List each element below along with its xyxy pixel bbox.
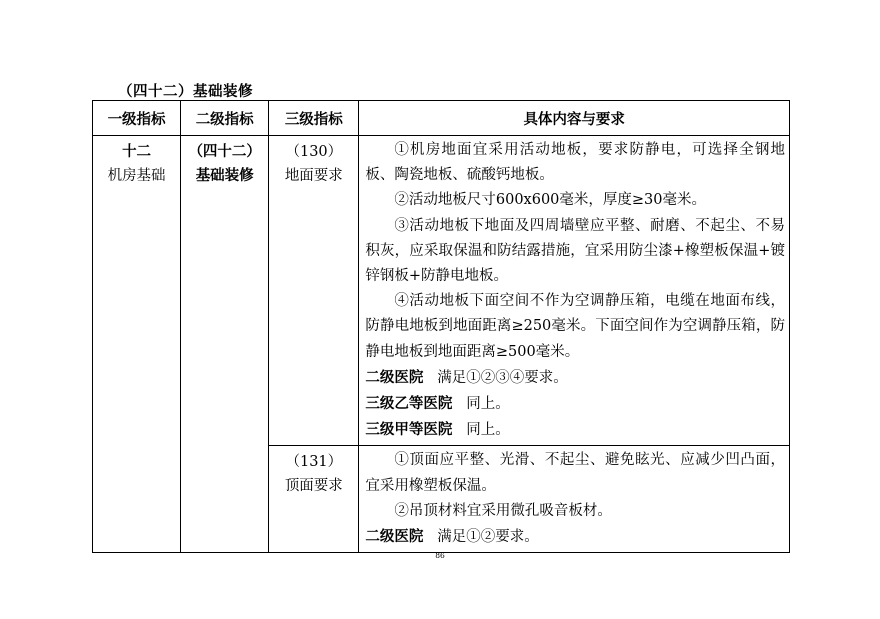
header-level3: 三级指标	[269, 101, 359, 136]
level1-title: 机房基础	[107, 168, 166, 184]
grade-label: 三级甲等医院	[365, 421, 453, 439]
requirement-paragraph: ①机房地面宜采用活动地板，要求防静电，可选择全钢地板、陶瓷地板、硫酸钙地板。	[365, 142, 785, 184]
level3-number: （131）	[285, 454, 343, 471]
page-number: 86	[435, 551, 445, 560]
header-content: 具体内容与要求	[359, 101, 790, 136]
level2-number: （四十二）	[188, 143, 261, 160]
level3-cell	[269, 446, 359, 553]
level3-title: 顶面要求	[284, 478, 343, 495]
grade-label: 二级医院	[365, 528, 424, 546]
requirement-paragraph: ①顶面应平整、光滑、不起尘、避免眩光、应减少凹凸面，宜采用橡塑板保温。	[365, 452, 785, 494]
table-row	[93, 136, 790, 446]
level2-cell	[181, 136, 269, 553]
level1-number: 十二	[122, 144, 152, 160]
section-heading: （四十二）基础装修	[118, 83, 253, 100]
level3-cell	[269, 136, 359, 446]
requirement-paragraph: ②活动地板尺寸600x600毫米，厚度≥30毫米。	[394, 192, 707, 209]
content-cell	[359, 136, 790, 446]
requirement-paragraph: ③活动地板下地面及四周墙壁应平整、耐磨、不起尘、不易积灰，应采取保温和防结露措施，宜采用防尘漆+橡塑板保温+镀锌钢板+防静电地板。	[365, 217, 785, 285]
level2-title: 基础装修	[195, 167, 254, 184]
grade-text: 同上。	[466, 396, 510, 413]
grade-line	[365, 391, 785, 417]
grade-line	[365, 417, 785, 443]
grade-label: 三级乙等医院	[365, 395, 453, 413]
header-level2: 二级指标	[181, 101, 269, 136]
indicator-table	[92, 100, 790, 553]
level3-title: 地面要求	[284, 168, 343, 184]
header-level1: 一级指标	[93, 101, 181, 136]
grade-text: 满足①②③④要求。	[437, 369, 568, 386]
grade-text: 同上。	[466, 422, 510, 439]
table-header-row	[93, 101, 790, 136]
requirement-paragraph: ②吊顶材料宜采用微孔吸音板材。	[394, 502, 612, 519]
level3-number: （130）	[285, 144, 343, 160]
grade-label: 二级医院	[365, 368, 424, 386]
content-cell	[359, 446, 790, 553]
grade-line	[365, 524, 785, 550]
grade-text: 满足①②要求。	[437, 529, 539, 546]
requirement-paragraph: ④活动地板下面空间不作为空调静压箱，电缆在地面布线，防静电地板到地面距离≥250毫米。下面空间作为空调静压箱，防静电地板到地面距离≥500毫米。	[365, 293, 785, 360]
level1-cell	[93, 136, 181, 553]
grade-line	[365, 365, 785, 391]
